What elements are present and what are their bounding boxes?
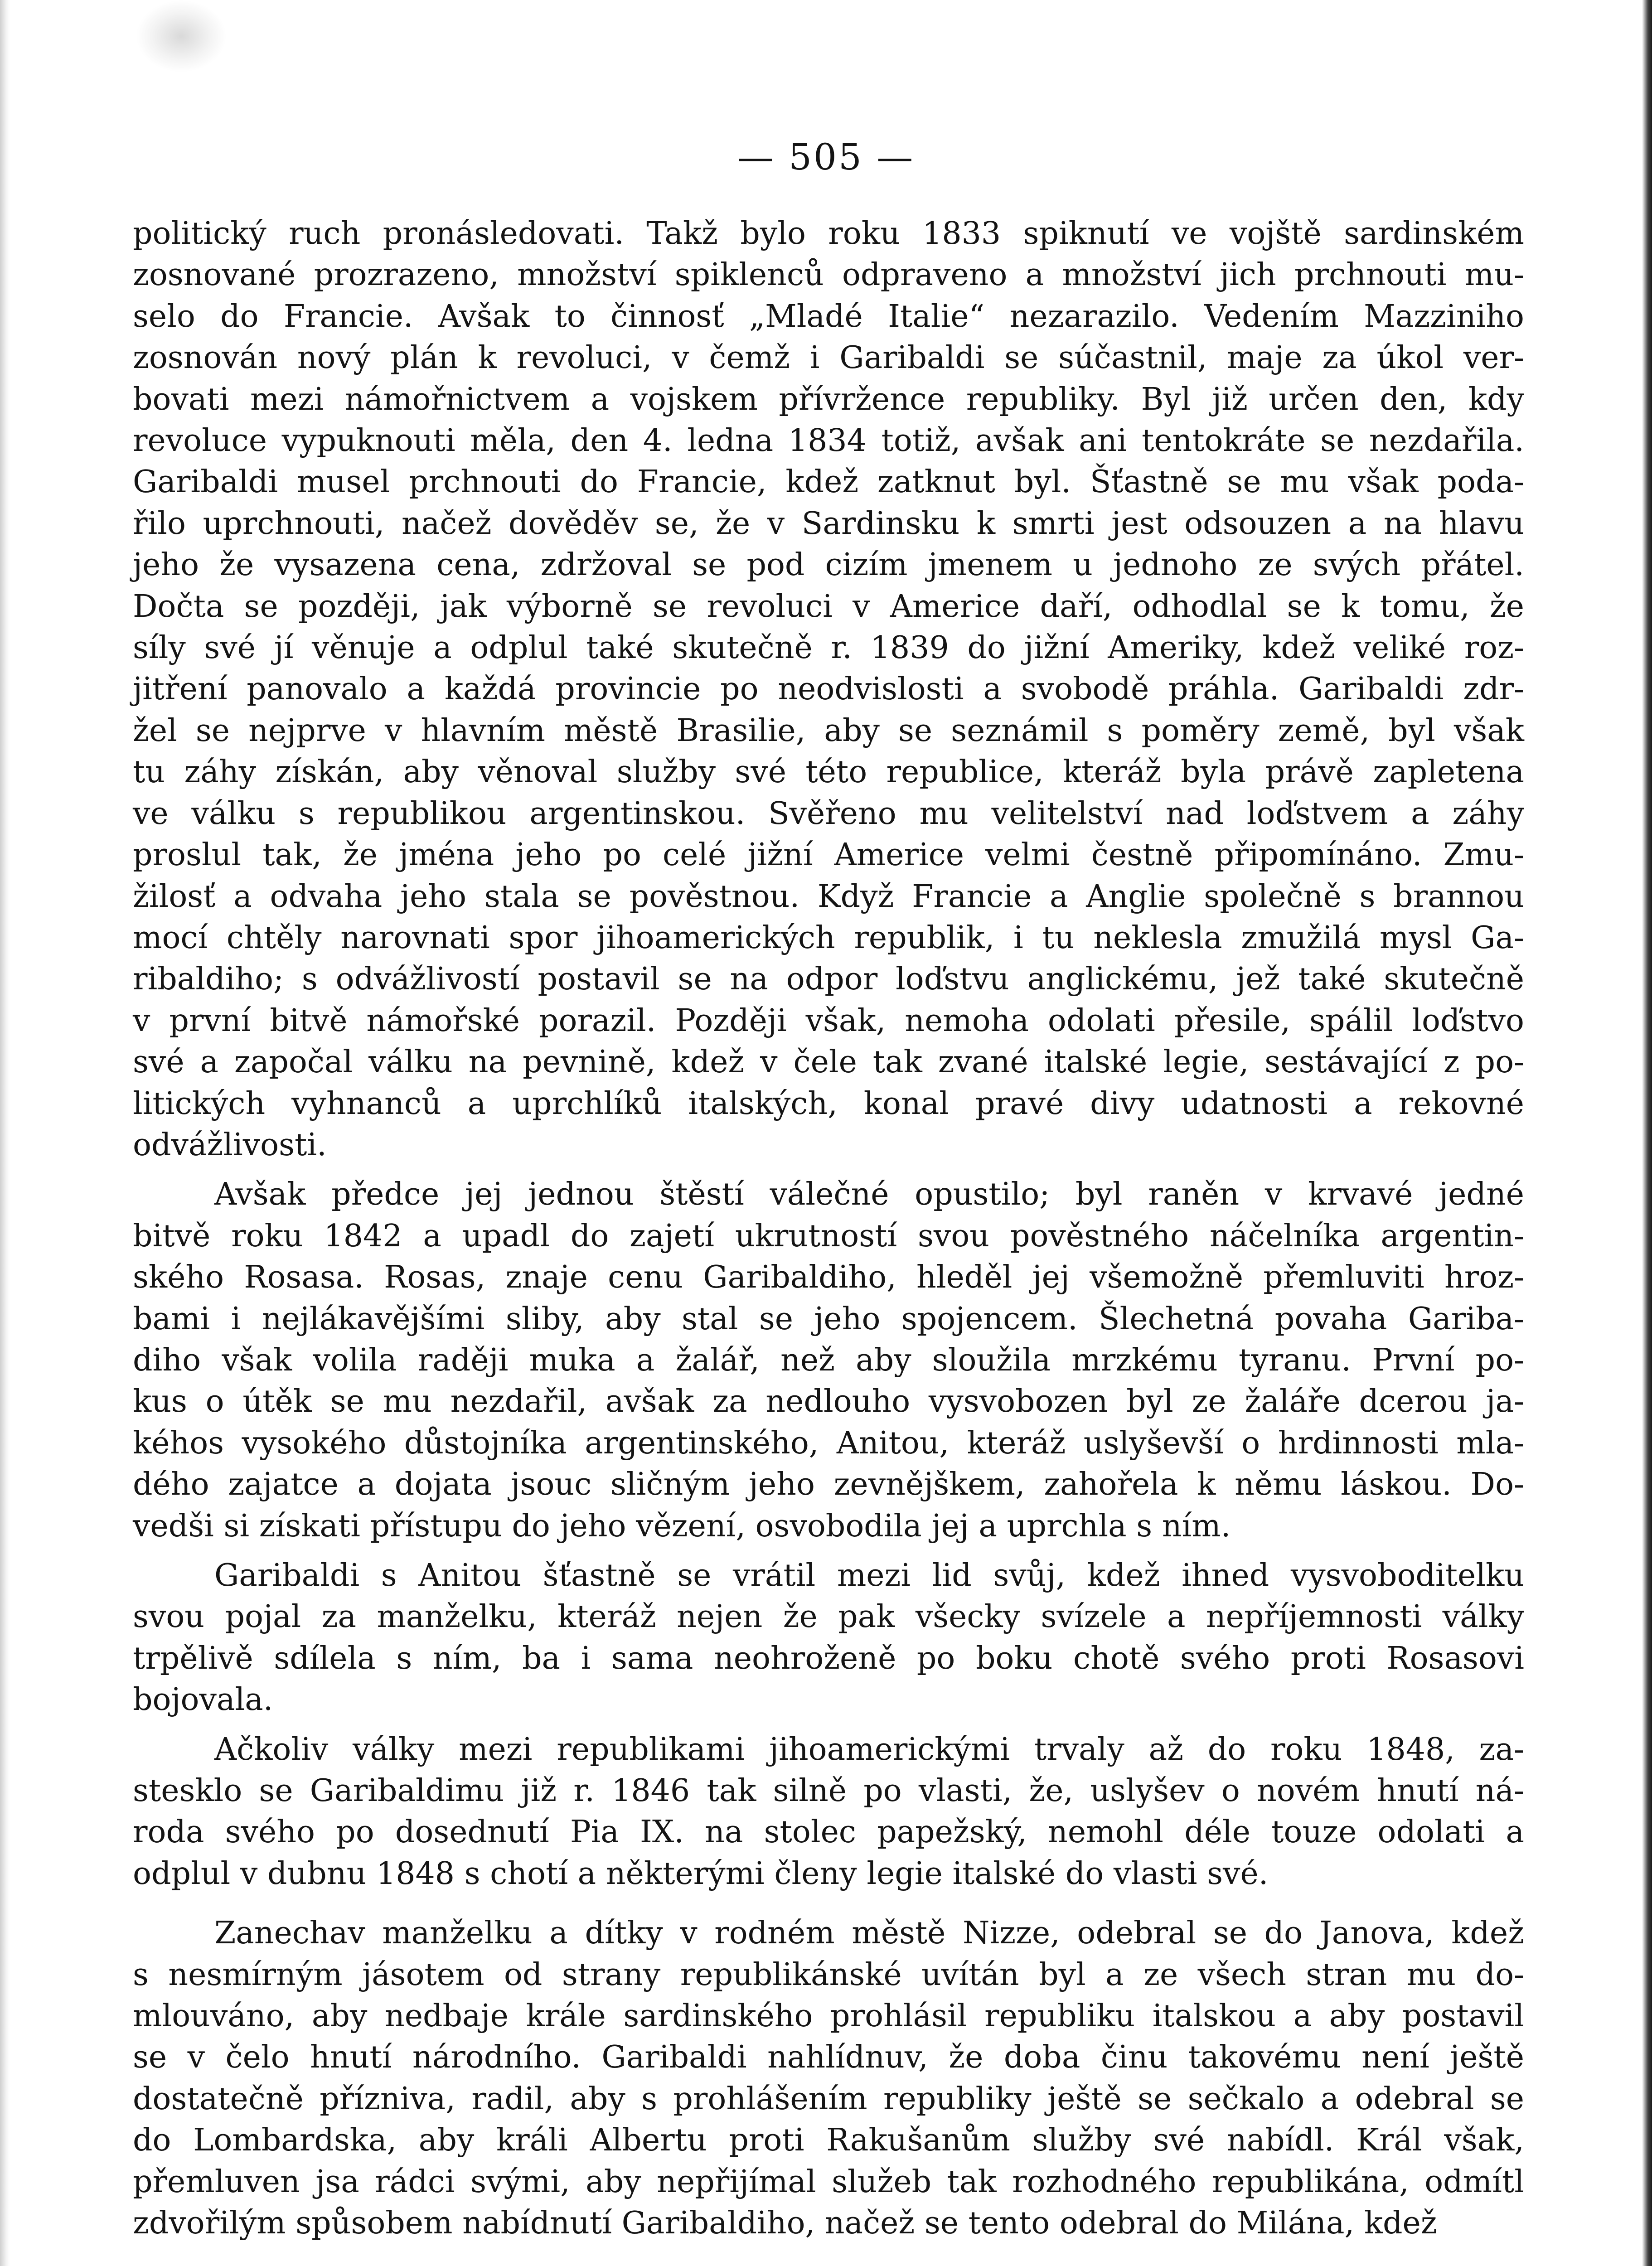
paragraph [133, 1913, 1524, 2244]
scan-smudge [136, 0, 227, 73]
text-line: svou pojal za manželku, kteráž nejen že pak všecky svízele a nepříjemnosti války [133, 1599, 1524, 1635]
text-line: v první bitvě námořské porazil. Později však, nemoha odolati přesile, spálil loďstvo [133, 1002, 1524, 1039]
text-line: síly své jí věnuje a odplul také skutečně r. 1839 do jižní Ameriky, kdež veliké roz- [133, 630, 1524, 666]
text-line: řilo uprchnouti, načež dověděv se, že v Sardinsku k smrti jest odsouzen a na hlavu [133, 505, 1524, 542]
page-edge-right [1642, 0, 1652, 2266]
text-line: dého zajatce a dojata jsouc sličným jeho zevnějškem, zahořela k němu láskou. Do- [133, 1467, 1524, 1503]
text-line: zdvořilým spůsobem nabídnutí Garibaldiho, načež se tento odebral do Milána, kdež [133, 2205, 1437, 2242]
text-line: roda svého po dosednutí Pia IX. na stolec papežský, nemohl déle touze odolati a [133, 1814, 1524, 1850]
text-line: trpělivě sdílela s ním, ba i sama neohroženě po boku chotě svého proti Rosasovi [133, 1640, 1524, 1676]
text-line: přemluven jsa rádci svými, aby nepřijímal služeb tak rozhodného republikána, odmítl [133, 2164, 1524, 2200]
text-line: bovati mezi námořnictvem a vojskem přívržence republiky. Byl již určen den, kdy [133, 381, 1524, 417]
text-line: mocí chtěly narovnati spor jihoamerických republik, i tu neklesla zmužilá mysl Ga- [133, 920, 1524, 956]
text-line: žel se nejprve v hlavním městě Brasilie, aby se seznámil s poměry země, byl však [133, 712, 1524, 749]
text-line: ribaldiho; s odvážlivostí postavil se na odpor loďstvu anglickému, jež také skutečně [133, 961, 1524, 997]
text-line: odvážlivosti. [133, 1127, 327, 1163]
text-line: revoluce vypuknouti měla, den 4. ledna 1834 totiž, avšak ani tentokráte se nezdařila. [133, 423, 1524, 459]
paragraph [133, 1555, 1524, 1721]
text-line: jitření panovalo a každá provincie po neodvislosti a svobodě práhla. Garibaldi zdr- [133, 671, 1524, 707]
text-line: politický ruch pronásledovati. Takž bylo roku 1833 spiknutí ve vojště sardinském [133, 216, 1524, 252]
paragraph [133, 213, 1524, 1166]
text-line: ve válku s republikou argentinskou. Svěřeno mu velitelství nad loďstvem a záhy [133, 795, 1524, 832]
body-text [133, 213, 1524, 2244]
page-number: — 505 — [737, 136, 915, 178]
text-line: bojovala. [133, 1682, 273, 1718]
text-line: kus o útěk se mu nezdařil, avšak za nedlouho vysvobozen byl ze žaláře dcerou ja- [133, 1384, 1524, 1420]
paragraph [133, 1174, 1524, 1547]
text-line: zosnován nový plán k revoluci, v čemž i Garibaldi se súčastnil, maje za úkol ver- [133, 340, 1524, 376]
text-line: Garibaldi musel prchnouti do Francie, kdež zatknut byl. Šťastně se mu však poda- [133, 464, 1524, 500]
text-line: stesklo se Garibaldimu již r. 1846 tak silně po vlasti, že, uslyšev o novém hnutí ná- [133, 1773, 1524, 1809]
page-edge-left [0, 0, 10, 2266]
paragraph [133, 1729, 1524, 1895]
text-line: zosnované prozrazeno, množství spiklenců odpraveno a množství jich prchnouti mu- [133, 257, 1524, 293]
text-line: Garibaldi s Anitou šťastně se vrátil mezi lid svůj, kdež ihned vysvoboditelku [214, 1558, 1524, 1593]
text-line: s nesmírným jásotem od strany republikánské uvítán byl a ze všech stran mu do- [133, 1956, 1524, 1993]
text-line: bami i nejlákavějšími sliby, aby stal se jeho spojencem. Šlechetná povaha Gariba- [133, 1301, 1524, 1337]
text-line: mlouváno, aby nedbaje krále sardinského prohlásil republiku italskou a aby postavil [133, 1998, 1524, 2034]
text-line: tu záhy získán, aby věnoval služby své této republice, kteráž byla právě zapletena [133, 754, 1524, 790]
text-line: své a započal válku na pevnině, kdež v čele tak zvané italské legie, sestávající z po- [133, 1044, 1524, 1080]
text-line: Dočta se později, jak výborně se revoluci v Americe daří, odhodlal se k tomu, že [133, 588, 1524, 625]
text-line: Zanechav manželku a dítky v rodném městě Nizze, odebral se do Janova, kdež [214, 1915, 1524, 1951]
text-line: ského Rosasa. Rosas, znaje cenu Garibaldiho, hleděl jej všemožně přemluviti hroz- [133, 1259, 1524, 1296]
text-line: proslul tak, že jména jeho po celé jižní Americe velmi čestně připomínáno. Zmu- [133, 837, 1524, 873]
text-line: Ačkoliv války mezi republikami jihoamerickými trvaly až do roku 1848, za- [214, 1731, 1524, 1767]
text-line: Avšak předce jej jednou štěstí válečné opustilo; byl raněn v krvavé jedné [214, 1177, 1524, 1213]
text-line: litických vyhnanců a uprchlíků italských, konal pravé divy udatnosti a rekovné [133, 1085, 1524, 1122]
text-line: odplul v dubnu 1848 s chotí a některými členy legie italské do vlasti své. [133, 1855, 1269, 1892]
text-line: žilosť a odvaha jeho stala se pověstnou. Když Francie a Anglie společně s brannou [133, 878, 1524, 915]
text-line: diho však volila raději muka a žalář, než aby sloužila mrzkému tyranu. První po- [133, 1342, 1524, 1378]
text-line: se v čelo hnutí národního. Garibaldi nahlídnuv, že doba činu takovému není ještě [133, 2039, 1524, 2076]
text-line: dostatečně přízniva, radil, aby s prohlášením republiky ještě se sečkalo a odebral se [133, 2081, 1524, 2117]
text-line: do Lombardska, aby králi Albertu proti Rakušanům služby své nabídl. Král však, [133, 2122, 1524, 2159]
text-line: bitvě roku 1842 a upadl do zajetí ukrutností svou pověstného náčelníka argentin- [133, 1218, 1524, 1254]
text-line: vedši si získati přístupu do jeho vězení, osvobodila jej a uprchla s ním. [133, 1508, 1231, 1544]
text-line: jeho že vysazena cena, zdržoval se pod cizím jmenem u jednoho ze svých přátel. [133, 547, 1524, 583]
text-line: kéhos vysokého důstojníka argentinského, Anitou, kteráž uslyševší o hrdinnosti mla- [133, 1425, 1524, 1461]
text-line: selo do Francie. Avšak to činnosť „Mladé Italie“ nezarazilo. Vedením Mazziniho [133, 298, 1524, 334]
